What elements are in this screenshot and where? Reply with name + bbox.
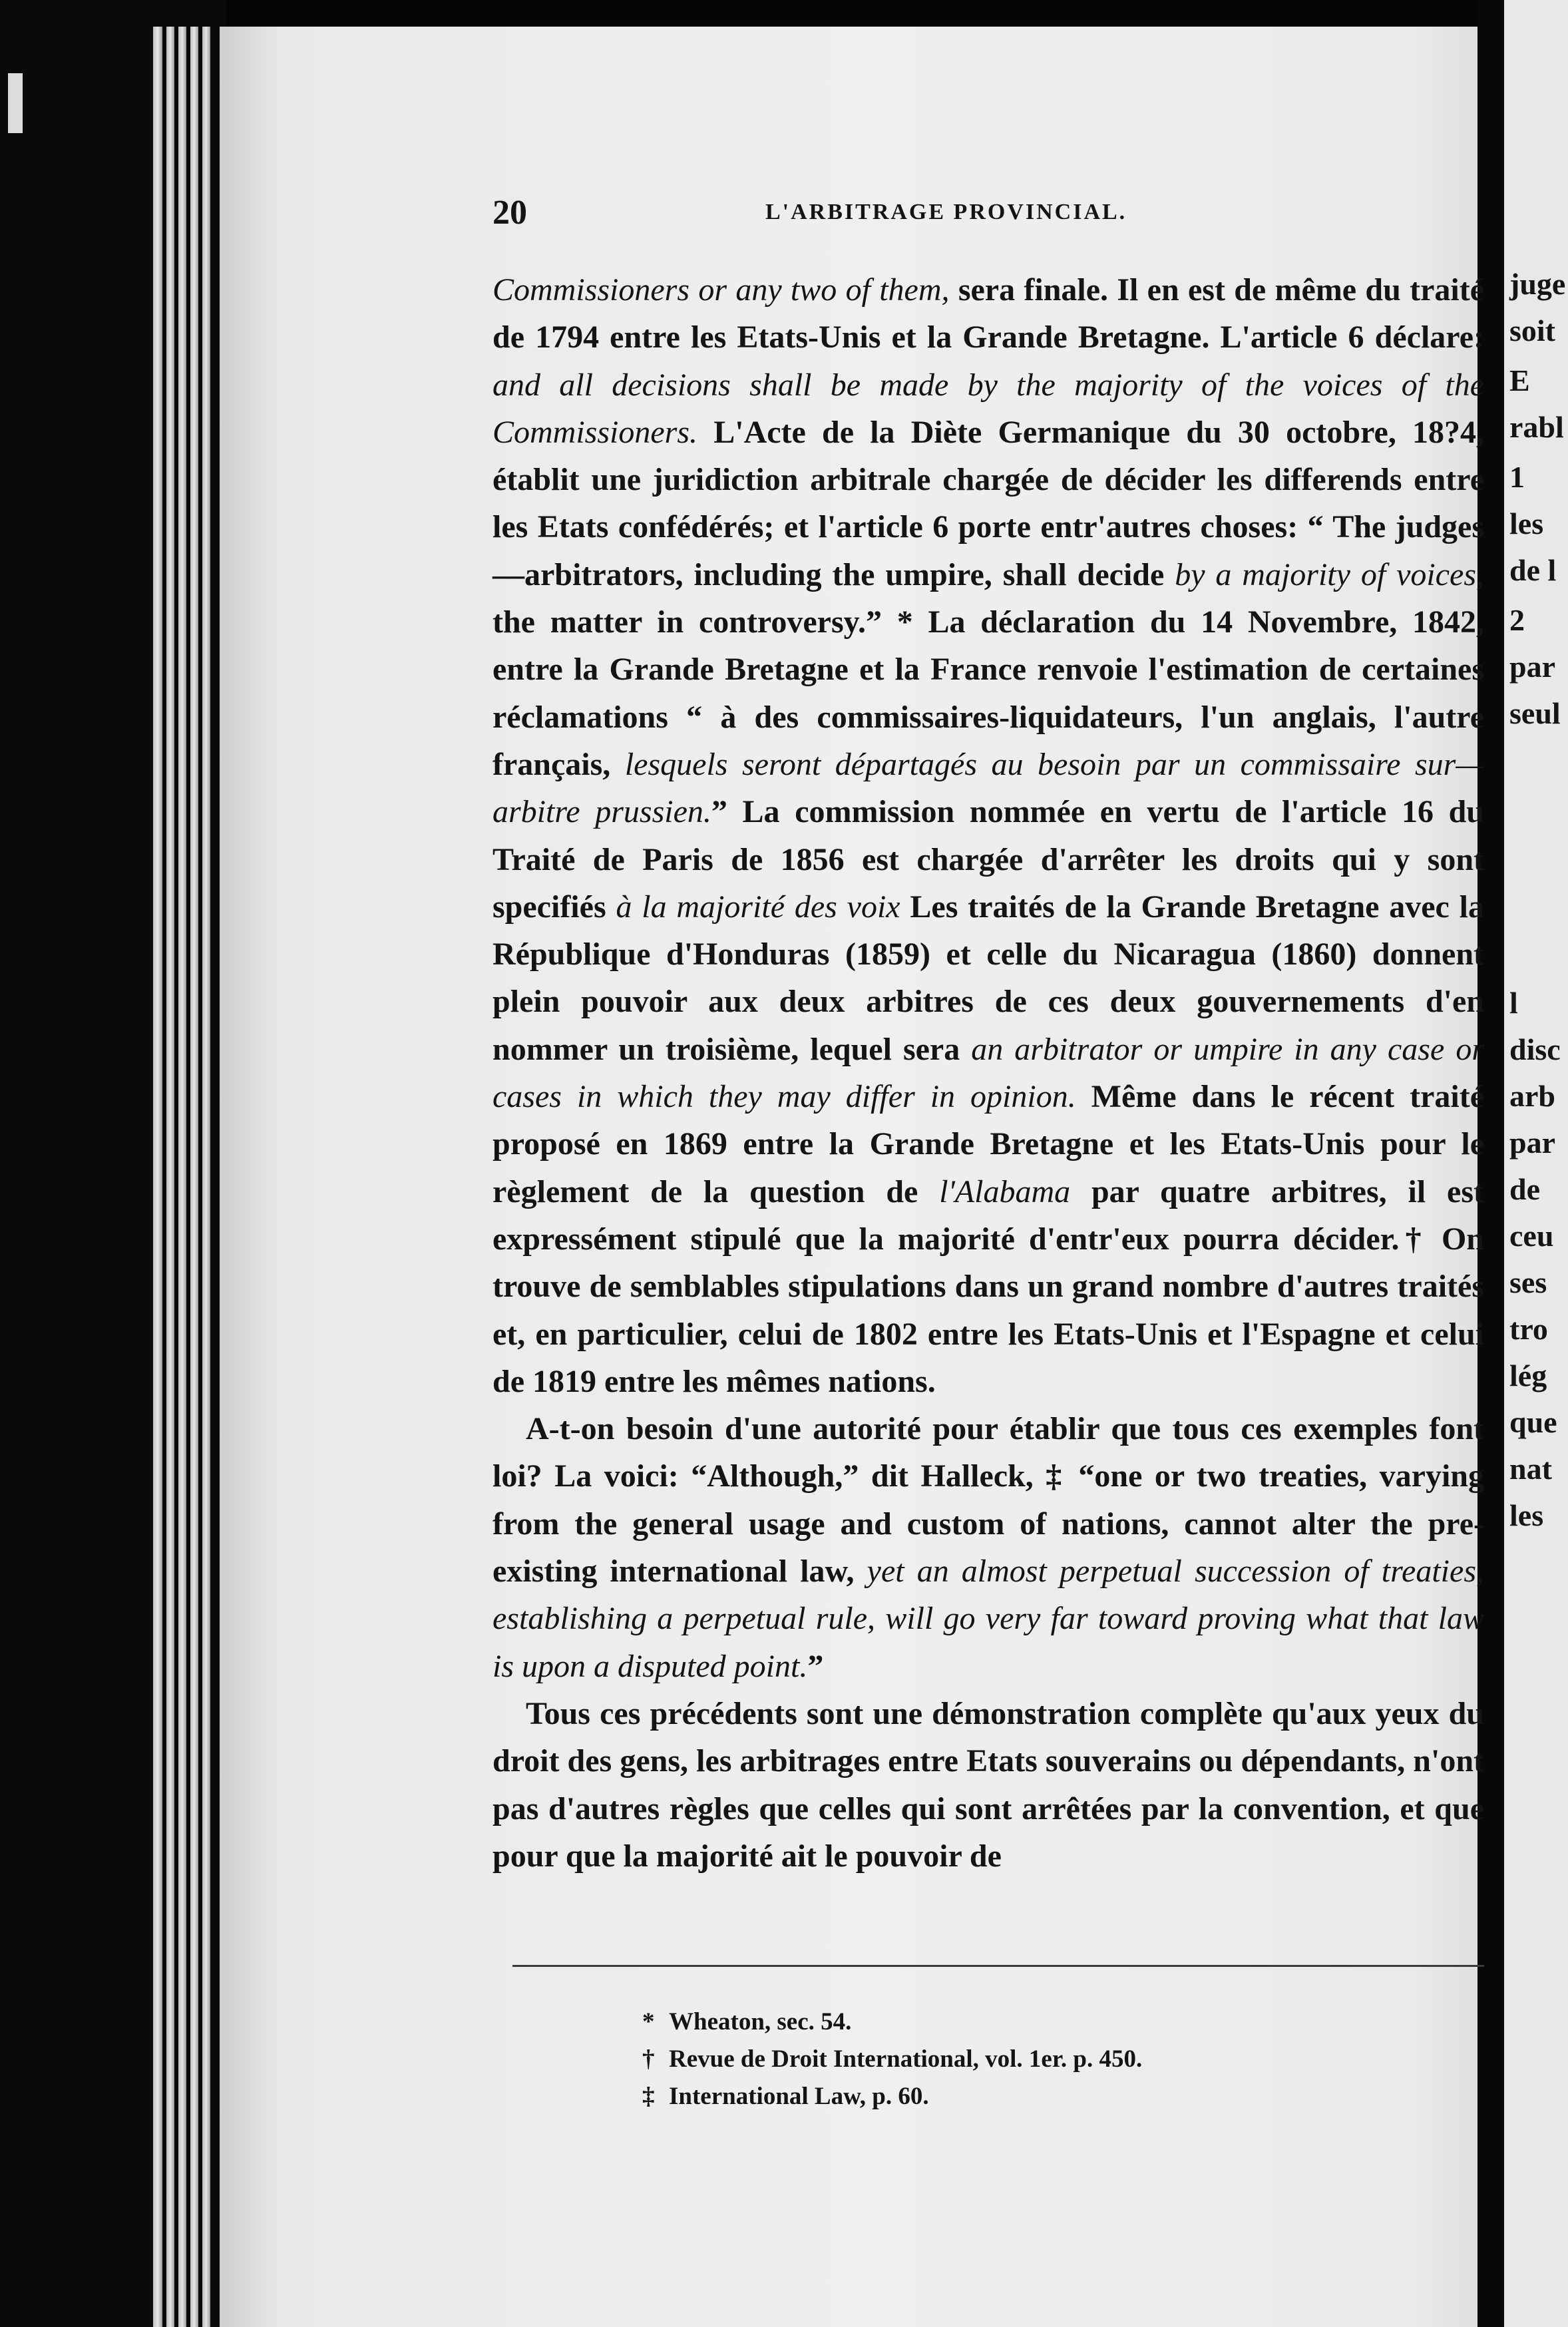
facing-page-word: 2 xyxy=(1509,603,1525,637)
page-text-block xyxy=(492,193,1484,1880)
italic-text: Commissioners or any two of them, xyxy=(492,272,950,308)
facing-page-word: seul xyxy=(1509,696,1561,730)
footnote-mark: * xyxy=(642,2008,655,2035)
facing-page-word: E xyxy=(1509,363,1530,397)
page-edge xyxy=(153,27,162,2327)
page-number: 20 xyxy=(492,194,527,232)
text-run: ” xyxy=(807,1648,824,1684)
footnote-text: International Law, p. 60. xyxy=(669,2083,929,2110)
text-run: Tous ces précédents sont une démonstration complète qu'aux yeux du droit des gens, les arbitrages entre Etats souverains ou dépendants, n'ont pas d'autres règles que celles qui sont arrêtées par la convention, et que pour que la majorité ait le pouvoir de xyxy=(492,1695,1484,1874)
text-run: Même dans le récent traité proposé en 1869 entre la Grande Bretagne et les Etats-Unis pour le règlement de la question de xyxy=(492,1079,1485,1209)
facing-page-fragment xyxy=(1504,0,1568,2327)
facing-page-word: les xyxy=(1509,1498,1544,1532)
italic-text: by a majority of voices, xyxy=(1175,556,1484,592)
facing-page-word: l xyxy=(1509,986,1518,1020)
footnote-mark: † xyxy=(642,2045,655,2073)
facing-page-word: que xyxy=(1509,1405,1557,1439)
facing-page-word: soit xyxy=(1509,314,1555,347)
facing-page-word: 1 xyxy=(1509,460,1525,494)
italic-text: an arbitrator or umpire in any case or cases in which they may differ in opinion. xyxy=(492,1031,1484,1115)
italic-text: and all decisions shall be made by the majority of the voices of the Commissioners. xyxy=(492,367,1484,450)
italic-text: l'Alabama xyxy=(939,1173,1071,1209)
paragraph xyxy=(492,266,1484,1405)
facing-page-word: ses xyxy=(1509,1265,1547,1299)
text-run: par quatre arbitres, il est expressément stipulé que la majorité d'entr'eux pourra décider.† On trouve de semblables stipulations dans un grand nombre d'autres traités et, en particulier, celui de 1802 entre les Etats-Unis et l'Espagne et celui de 1819 entre les mêmes nations. xyxy=(492,1173,1484,1399)
footnotes xyxy=(642,2004,1142,2115)
page-edge xyxy=(190,27,198,2327)
facing-page-word: de l xyxy=(1509,553,1557,587)
page-edge xyxy=(202,27,210,2327)
paragraph xyxy=(492,1690,1484,1880)
text-run: sera finale. Il en est de même du traité de 1794 entre les Etats-Unis et la Grande Bretagne. L'article 6 déclare: xyxy=(492,272,1485,355)
facing-page-word: rabl xyxy=(1509,410,1564,444)
text-run: Les traités de la Grande Bretagne avec la République d'Honduras (1859) et celle du Nicaragua (1860) donnent plein pouvoir aux deux arbitres de ces deux gouvernements d'en nommer un troisième, lequel sera xyxy=(492,889,1485,1067)
page-header xyxy=(492,193,1484,246)
scanner-margin xyxy=(0,0,226,2327)
facing-page-word: nat xyxy=(1509,1452,1552,1486)
margin-mark xyxy=(8,73,23,133)
italic-text: à la majorité des voix xyxy=(616,889,900,925)
facing-page-word: par xyxy=(1509,650,1555,684)
running-head: L'ARBITRAGE PROVINCIAL. xyxy=(765,200,1127,224)
facing-page-word: de xyxy=(1509,1172,1540,1206)
footnote-mark: ‡ xyxy=(642,2083,655,2110)
body-text xyxy=(492,266,1484,1880)
text-run: ” La commission nommée en vertu de l'article 16 du Traité de Paris de 1856 est chargée d'arrêter les droits qui y sont specifiés xyxy=(492,794,1484,925)
facing-page-word: par xyxy=(1509,1126,1555,1160)
italic-text: yet an almost perpetual succession of treaties, establishing a perpetual rule, will go very far toward proving what that law is upon a disputed point. xyxy=(492,1554,1484,1684)
facing-page-word: lég xyxy=(1509,1359,1547,1392)
facing-page-word: arb xyxy=(1509,1079,1555,1113)
footnote-rule xyxy=(512,1965,1484,1967)
facing-page-word: ceu xyxy=(1509,1219,1554,1253)
footnote-text: Wheaton, sec. 54. xyxy=(669,2008,852,2035)
page-edge xyxy=(166,27,174,2327)
paragraph xyxy=(492,1405,1484,1690)
facing-page-word: juge xyxy=(1509,267,1566,301)
footnote-text: Revue de Droit International, vol. 1er. p. 450. xyxy=(669,2045,1143,2073)
facing-page-word: les xyxy=(1509,507,1544,540)
footnote xyxy=(642,2041,1142,2078)
facing-page-word: tro xyxy=(1509,1312,1548,1346)
facing-page-word: disc xyxy=(1509,1032,1561,1066)
page-edge xyxy=(178,27,186,2327)
footnote xyxy=(642,2078,1142,2115)
text-run: A-t-on besoin d'une autorité pour établir que tous ces exemples font loi? La voici: “Although,” dit Halleck, ‡ “one or two treaties, varying from the general usage and custom of nations, cannot alter the pre-existing international law, xyxy=(492,1411,1484,1589)
text-run: L'Acte de la Diète Germanique du 30 octobre, 18?4, établit une juridiction arbitrale chargée de décider les differends entre les Etats confédérés; et l'article 6 porte entr'autres choses: “ The judges—arbitrators, including the umpire, shall decide xyxy=(492,414,1484,592)
footnote xyxy=(642,2004,1142,2041)
text-run: the matter in controversy.” * La déclaration du 14 Novembre, 1842, entre la Grande Bretagne et la France renvoie l'estimation de certaines réclamations “ à des commissaires-liquidateurs, l'un anglais, l'autre français, xyxy=(492,604,1484,782)
italic-text: lesquels seront départagés au besoin par un commissaire sur—arbitre prussien. xyxy=(492,746,1484,830)
